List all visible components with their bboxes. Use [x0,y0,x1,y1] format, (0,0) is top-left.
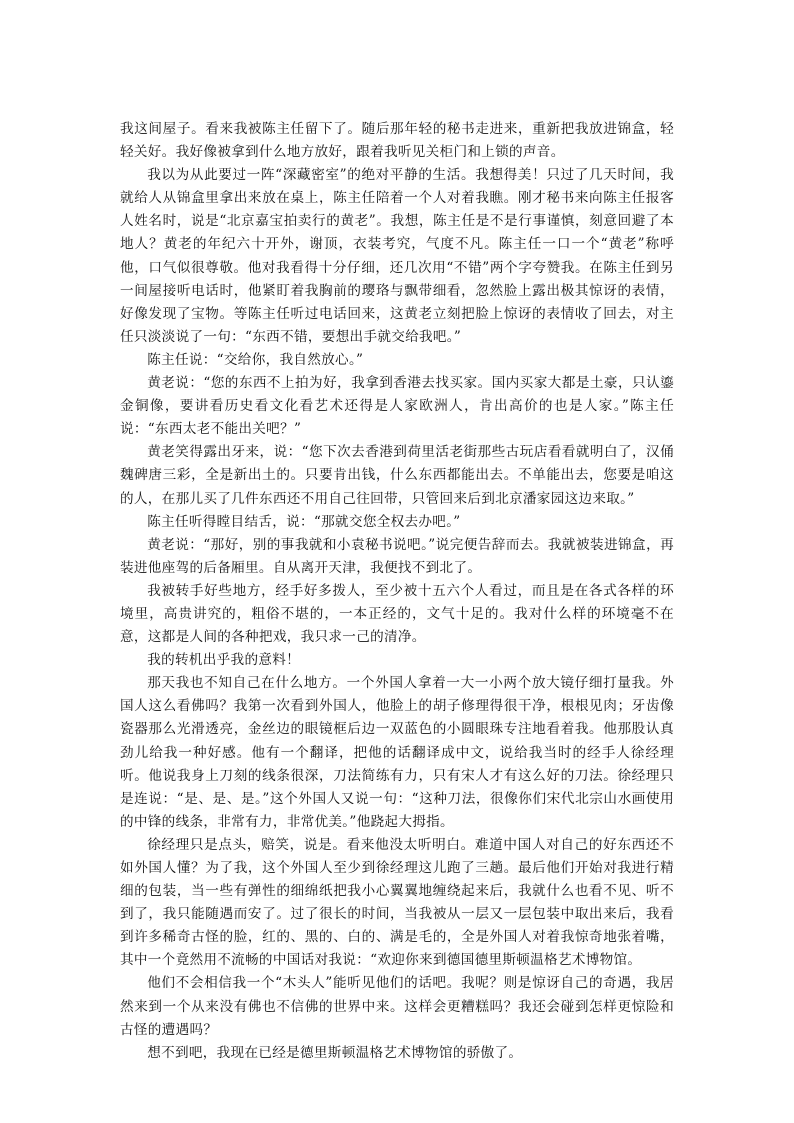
paragraph-3: 陈主任说：“交给你，我自然放心。” [147,351,364,368]
paragraph-11: 徐经理只是点头，赔笑，说是。看来他没太听明白。难道中国人对自己的好东西还不如外国人懂？为了我，这个外国人至少到徐经理这儿跑了三趟。最后他们开始对我进行精细的包装，当一些有弹性的细绵纸把我小心翼翼地缠绕起来后，我就什么也看不见、听不到了，我只能随遇而安了。过了很长的时间，当我被从一层又一层包装中取出来后，我看到许多稀奇古怪的脸，红的、黑的、白的、满是毛的，全是外国人对着我惊奇地张着嘴，其中一个竟然用不流畅的中国话对我说：“欢迎你来到德国德里斯顿温格艺术博物馆。 [120,836,674,969]
paragraph-10: 那天我也不知自己在什么地方。一个外国人拿着一大一小两个放大镜仔细打量我。外国人这么看佛吗？我第一次看到外国人，他脸上的胡子修理得很干净，根根见肉；牙齿像瓷器那么光滑透亮，金丝边的眼镜框后边一双蓝色的小圆眼珠专注地看着我。他那股认真劲儿给我一种好感。他有一个翻译，把他的话翻译成中文，说给我当时的经手人徐经理听。他说我身上刀刻的线条很深，刀法简练有力，只有宋人才有这么好的刀法。徐经理只是连说：“是、是、是。”这个外国人又说一句：“这种刀法，很像你们宋代北宗山水画使用的中锋的线条，非常有力，非常优美。”他跷起大拇指。 [120,675,674,830]
paragraph-13: 想不到吧，我现在已经是德里斯顿温格艺术博物馆的骄傲了。 [147,1044,523,1061]
paragraph-9: 我的转机出乎我的意料！ [147,652,301,669]
paragraph-12: 他们不会相信我一个“木头人”能听见他们的话吧。我呢？则是惊讶自己的奇遇，我居然来到一个从来没有佛也不信佛的世界中来。这样会更糟糕吗？我还会碰到怎样更惊险和古怪的遭遇吗？ [120,975,674,1038]
paragraph-5: 黄老笑得露出牙来，说：“您下次去香港到荷里活老街那些古玩店看看就明白了，汉俑魏碑唐三彩，全是新出土的。只要肯出钱，什么东西都能出去。不单能出去，您要是咱这的人，在那儿买了几件东西还不用自己往回带，只管回来后到北京潘家园这边来取。” [120,444,674,507]
paragraph-8: 我被转手好些地方，经手好多拨人，至少被十五六个人看过，而且是在各式各样的环境里，高贵讲究的，粗俗不堪的，一本正经的，文气十足的。我对什么样的环境毫不在意，这都是人间的各种把戏，我只求一己的清净。 [120,582,674,646]
paragraph-2: 我以为从此要过一阵“深藏密室”的绝对平静的生活。我想得美！只过了几天时间，我就给人从锦盒里拿出来放在桌上，陈主任陪着一个人对着我瞧。刚才秘书来向陈主任报客人姓名时，说是“北京嘉宝拍卖行的黄老”。我想，陈主任是不是行事谨慎，刻意回避了本地人？黄老的年纪六十开外，谢顶，衣装考究，气度不凡。陈主任一口一个“黄老”称呼他，口气似很尊敬。他对我看得十分仔细，还几次用“不错”两个字夸赞我。在陈主任到另一间屋接听电话时，他紧盯着我胸前的璎珞与飘带细看，忽然脸上露出极其惊讶的表情，好像发现了宝物。等陈主任听过电话回来，这黄老立刻把脸上惊讶的表情收了回去，对主任只淡淡说了一句：“东西不错，要想出手就交给我吧。” [120,167,674,345]
paragraph-4: 黄老说：“您的东西不上拍为好，我拿到香港去找买家。国内买家大都是土豪，只认鎏金铜像，要讲看历史看文化看艺术还得是人家欧洲人，肯出高价的也是人家。”陈主任说：“东西太老不能出关吧？” [120,375,674,438]
paragraph-1: 我这间屋子。看来我被陈主任留下了。随后那年轻的秘书走进来，重新把我放进锦盒，轻轻关好。我好像被拿到什么地方放好，跟着我听见关柜门和上锁的声音。 [120,121,674,161]
paragraph-6: 陈主任听得瞠目结舌，说：“那就交您全权去办吧。” [147,513,461,530]
document-page [120,118,674,1065]
paragraph-7: 黄老说：“那好，别的事我就和小袁秘书说吧。”说完便告辞而去。我就被装进锦盒，再装进他座驾的后备厢里。自从离开天津，我便找不到北了。 [120,536,674,576]
